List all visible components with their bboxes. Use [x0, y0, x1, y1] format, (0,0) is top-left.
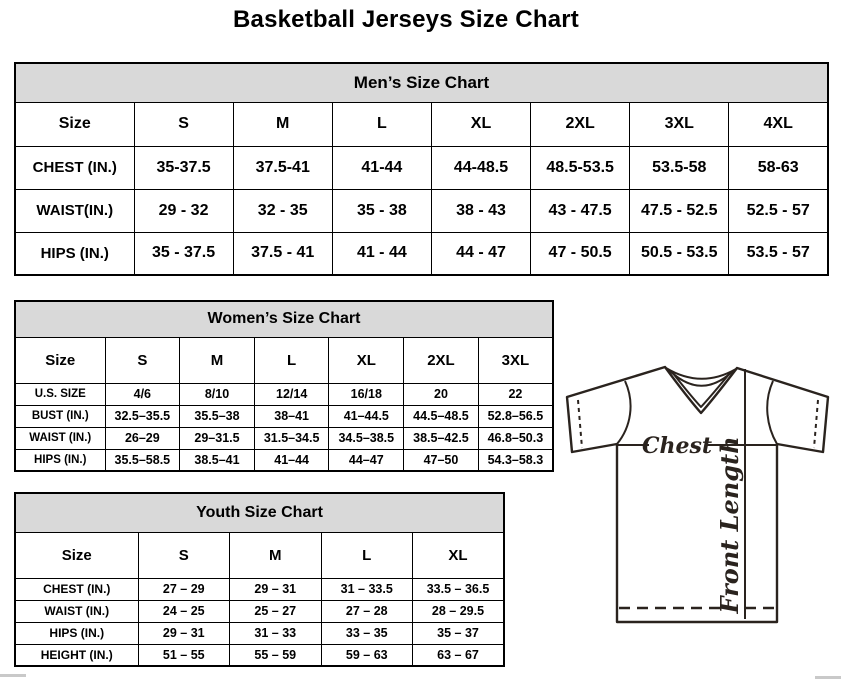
size-value: 52.8–56.5 — [478, 405, 553, 427]
size-value: 29 – 31 — [230, 578, 322, 600]
size-value: 25 – 27 — [230, 600, 322, 622]
size-value: 29–31.5 — [180, 427, 255, 449]
size-value: 26–29 — [105, 427, 180, 449]
row-label: CHEST (IN.) — [15, 578, 138, 600]
size-value: 29 - 32 — [134, 189, 233, 232]
size-value: 35 – 37 — [413, 622, 505, 644]
row-label: WAIST (IN.) — [15, 600, 138, 622]
column-header: Size — [15, 102, 134, 146]
size-value: 31.5–34.5 — [254, 427, 329, 449]
size-value: 38.5–41 — [180, 449, 255, 471]
size-value: 32 - 35 — [233, 189, 332, 232]
size-value: 53.5-58 — [630, 146, 729, 189]
table-caption: Men’s Size Chart — [15, 63, 828, 102]
size-value: 29 – 31 — [138, 622, 230, 644]
column-header: 4XL — [729, 102, 828, 146]
front-length-label: Front Length — [715, 436, 744, 614]
row-label: HIPS (IN.) — [15, 449, 105, 471]
mens-size-chart-table — [14, 62, 829, 276]
chest-label: Chest — [641, 433, 713, 459]
table-caption: Youth Size Chart — [15, 493, 504, 532]
table-row — [15, 600, 504, 622]
size-value: 44-48.5 — [431, 146, 530, 189]
size-value: 41 - 44 — [332, 232, 431, 275]
size-value: 27 – 29 — [138, 578, 230, 600]
column-header: M — [180, 337, 255, 383]
size-value: 44.5–48.5 — [404, 405, 479, 427]
size-value: 41–44.5 — [329, 405, 404, 427]
size-value: 37.5-41 — [233, 146, 332, 189]
size-value: 43 - 47.5 — [531, 189, 630, 232]
size-value: 35 - 37.5 — [134, 232, 233, 275]
table-caption: Women’s Size Chart — [15, 301, 553, 337]
column-header: Size — [15, 532, 138, 578]
table-row — [15, 383, 553, 405]
size-value: 24 – 25 — [138, 600, 230, 622]
column-header: 2XL — [531, 102, 630, 146]
size-value: 51 – 55 — [138, 644, 230, 666]
scrollbar-fragment-left — [0, 674, 26, 677]
size-value: 12/14 — [254, 383, 329, 405]
jersey-diagram-svg — [555, 355, 843, 640]
size-value: 38.5–42.5 — [404, 427, 479, 449]
size-value: 32.5–35.5 — [105, 405, 180, 427]
column-header: S — [134, 102, 233, 146]
row-label: U.S. SIZE — [15, 383, 105, 405]
size-value: 50.5 - 53.5 — [630, 232, 729, 275]
size-value: 33.5 – 36.5 — [413, 578, 505, 600]
size-value: 16/18 — [329, 383, 404, 405]
size-value: 34.5–38.5 — [329, 427, 404, 449]
column-header: XL — [329, 337, 404, 383]
size-value: 27 – 28 — [321, 600, 413, 622]
row-label: HIPS (IN.) — [15, 622, 138, 644]
size-value: 41–44 — [254, 449, 329, 471]
row-label: WAIST(IN.) — [15, 189, 134, 232]
size-value: 33 – 35 — [321, 622, 413, 644]
size-value: 41-44 — [332, 146, 431, 189]
column-header: L — [321, 532, 413, 578]
column-header: Size — [15, 337, 105, 383]
row-label: BUST (IN.) — [15, 405, 105, 427]
row-label: CHEST (IN.) — [15, 146, 134, 189]
size-value: 20 — [404, 383, 479, 405]
column-header: M — [233, 102, 332, 146]
size-value: 47.5 - 52.5 — [630, 189, 729, 232]
column-header: XL — [431, 102, 530, 146]
column-header: 3XL — [630, 102, 729, 146]
size-value: 55 – 59 — [230, 644, 322, 666]
size-value: 31 – 33.5 — [321, 578, 413, 600]
row-label: HEIGHT (IN.) — [15, 644, 138, 666]
size-value: 53.5 - 57 — [729, 232, 828, 275]
table-row — [15, 232, 828, 275]
row-label: HIPS (IN.) — [15, 232, 134, 275]
size-value: 59 – 63 — [321, 644, 413, 666]
column-header: 3XL — [478, 337, 553, 383]
column-header: L — [254, 337, 329, 383]
size-value: 46.8–50.3 — [478, 427, 553, 449]
table-row — [15, 644, 504, 666]
size-value: 37.5 - 41 — [233, 232, 332, 275]
column-header: L — [332, 102, 431, 146]
womens-size-chart-table — [14, 300, 554, 472]
table-row — [15, 449, 553, 471]
size-value: 22 — [478, 383, 553, 405]
table-row — [15, 622, 504, 644]
column-header: S — [138, 532, 230, 578]
row-label: WAIST (IN.) — [15, 427, 105, 449]
column-header: 2XL — [404, 337, 479, 383]
size-value: 58-63 — [729, 146, 828, 189]
jersey-measurement-diagram — [555, 355, 843, 640]
table-row — [15, 405, 553, 427]
table-row — [15, 189, 828, 232]
size-value: 63 – 67 — [413, 644, 505, 666]
table-row — [15, 146, 828, 189]
size-value: 35 - 38 — [332, 189, 431, 232]
size-value: 8/10 — [180, 383, 255, 405]
size-value: 31 – 33 — [230, 622, 322, 644]
size-value: 52.5 - 57 — [729, 189, 828, 232]
size-value: 38–41 — [254, 405, 329, 427]
size-value: 4/6 — [105, 383, 180, 405]
size-value: 44–47 — [329, 449, 404, 471]
size-value: 47 - 50.5 — [531, 232, 630, 275]
size-value: 54.3–58.3 — [478, 449, 553, 471]
table-row — [15, 427, 553, 449]
size-value: 28 – 29.5 — [413, 600, 505, 622]
size-value: 47–50 — [404, 449, 479, 471]
jersey-outline — [567, 367, 828, 622]
size-value: 38 - 43 — [431, 189, 530, 232]
size-value: 44 - 47 — [431, 232, 530, 275]
page-title: Basketball Jerseys Size Chart — [233, 6, 579, 33]
youth-size-chart-table — [14, 492, 505, 667]
size-value: 35-37.5 — [134, 146, 233, 189]
column-header: M — [230, 532, 322, 578]
size-value: 35.5–58.5 — [105, 449, 180, 471]
table-row — [15, 578, 504, 600]
column-header: S — [105, 337, 180, 383]
size-value: 35.5–38 — [180, 405, 255, 427]
size-value: 48.5-53.5 — [531, 146, 630, 189]
column-header: XL — [413, 532, 505, 578]
